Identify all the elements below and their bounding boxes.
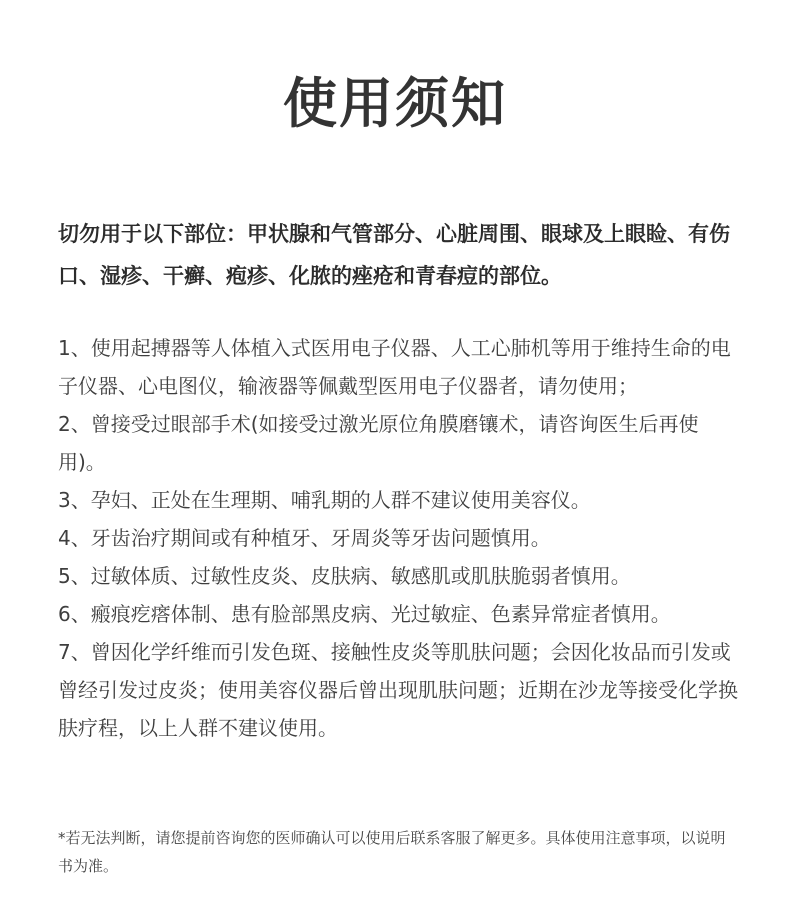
notice-item: 6、瘢痕疙瘩体制、患有脸部黑皮病、光过敏症、色素异常症者慎用。 — [58, 602, 671, 626]
footnote: *若无法判断，请您提前咨询您的医师确认可以使用后联系客服了解更多。具体使用注意事项，以说明书为准。 — [58, 829, 726, 875]
page-title: 使用须知 — [283, 72, 507, 135]
notice-item: 2、曾接受过眼部手术(如接受过激光原位角膜磨镶术，请咨询医生后再使用)。 — [58, 412, 699, 474]
notice-item: 5、过敏体质、过敏性皮炎、皮肤病、敏感肌或肌肤脆弱者慎用。 — [58, 564, 631, 588]
notice-item: 4、牙齿治疗期间或有种植牙、牙周炎等牙齿问题慎用。 — [58, 526, 551, 550]
notice-item: 7、曾因化学纤维而引发色斑、接触性皮炎等肌肤问题；会因化妆品而引发或曾经引发过皮炎；使用美容仪器后曾出现肌肤问题；近期在沙龙等接受化学换肤疗程，以上人群不建议使用。 — [58, 640, 738, 740]
notice-list — [58, 329, 738, 747]
prohibited-areas-warning: 切勿用于以下部位：甲状腺和气管部分、心脏周围、眼球及上眼睑、有伤口、湿疹、干癣、疱疹、化脓的痤疮和青春痘的部位。 — [58, 222, 730, 288]
notice-item: 3、孕妇、正处在生理期、哺乳期的人群不建议使用美容仪。 — [58, 488, 591, 512]
notice-item: 1、使用起搏器等人体植入式医用电子仪器、人工心肺机等用于维持生命的电子仪器、心电图仪，输液器等佩戴型医用电子仪器者，请勿使用； — [58, 336, 731, 398]
